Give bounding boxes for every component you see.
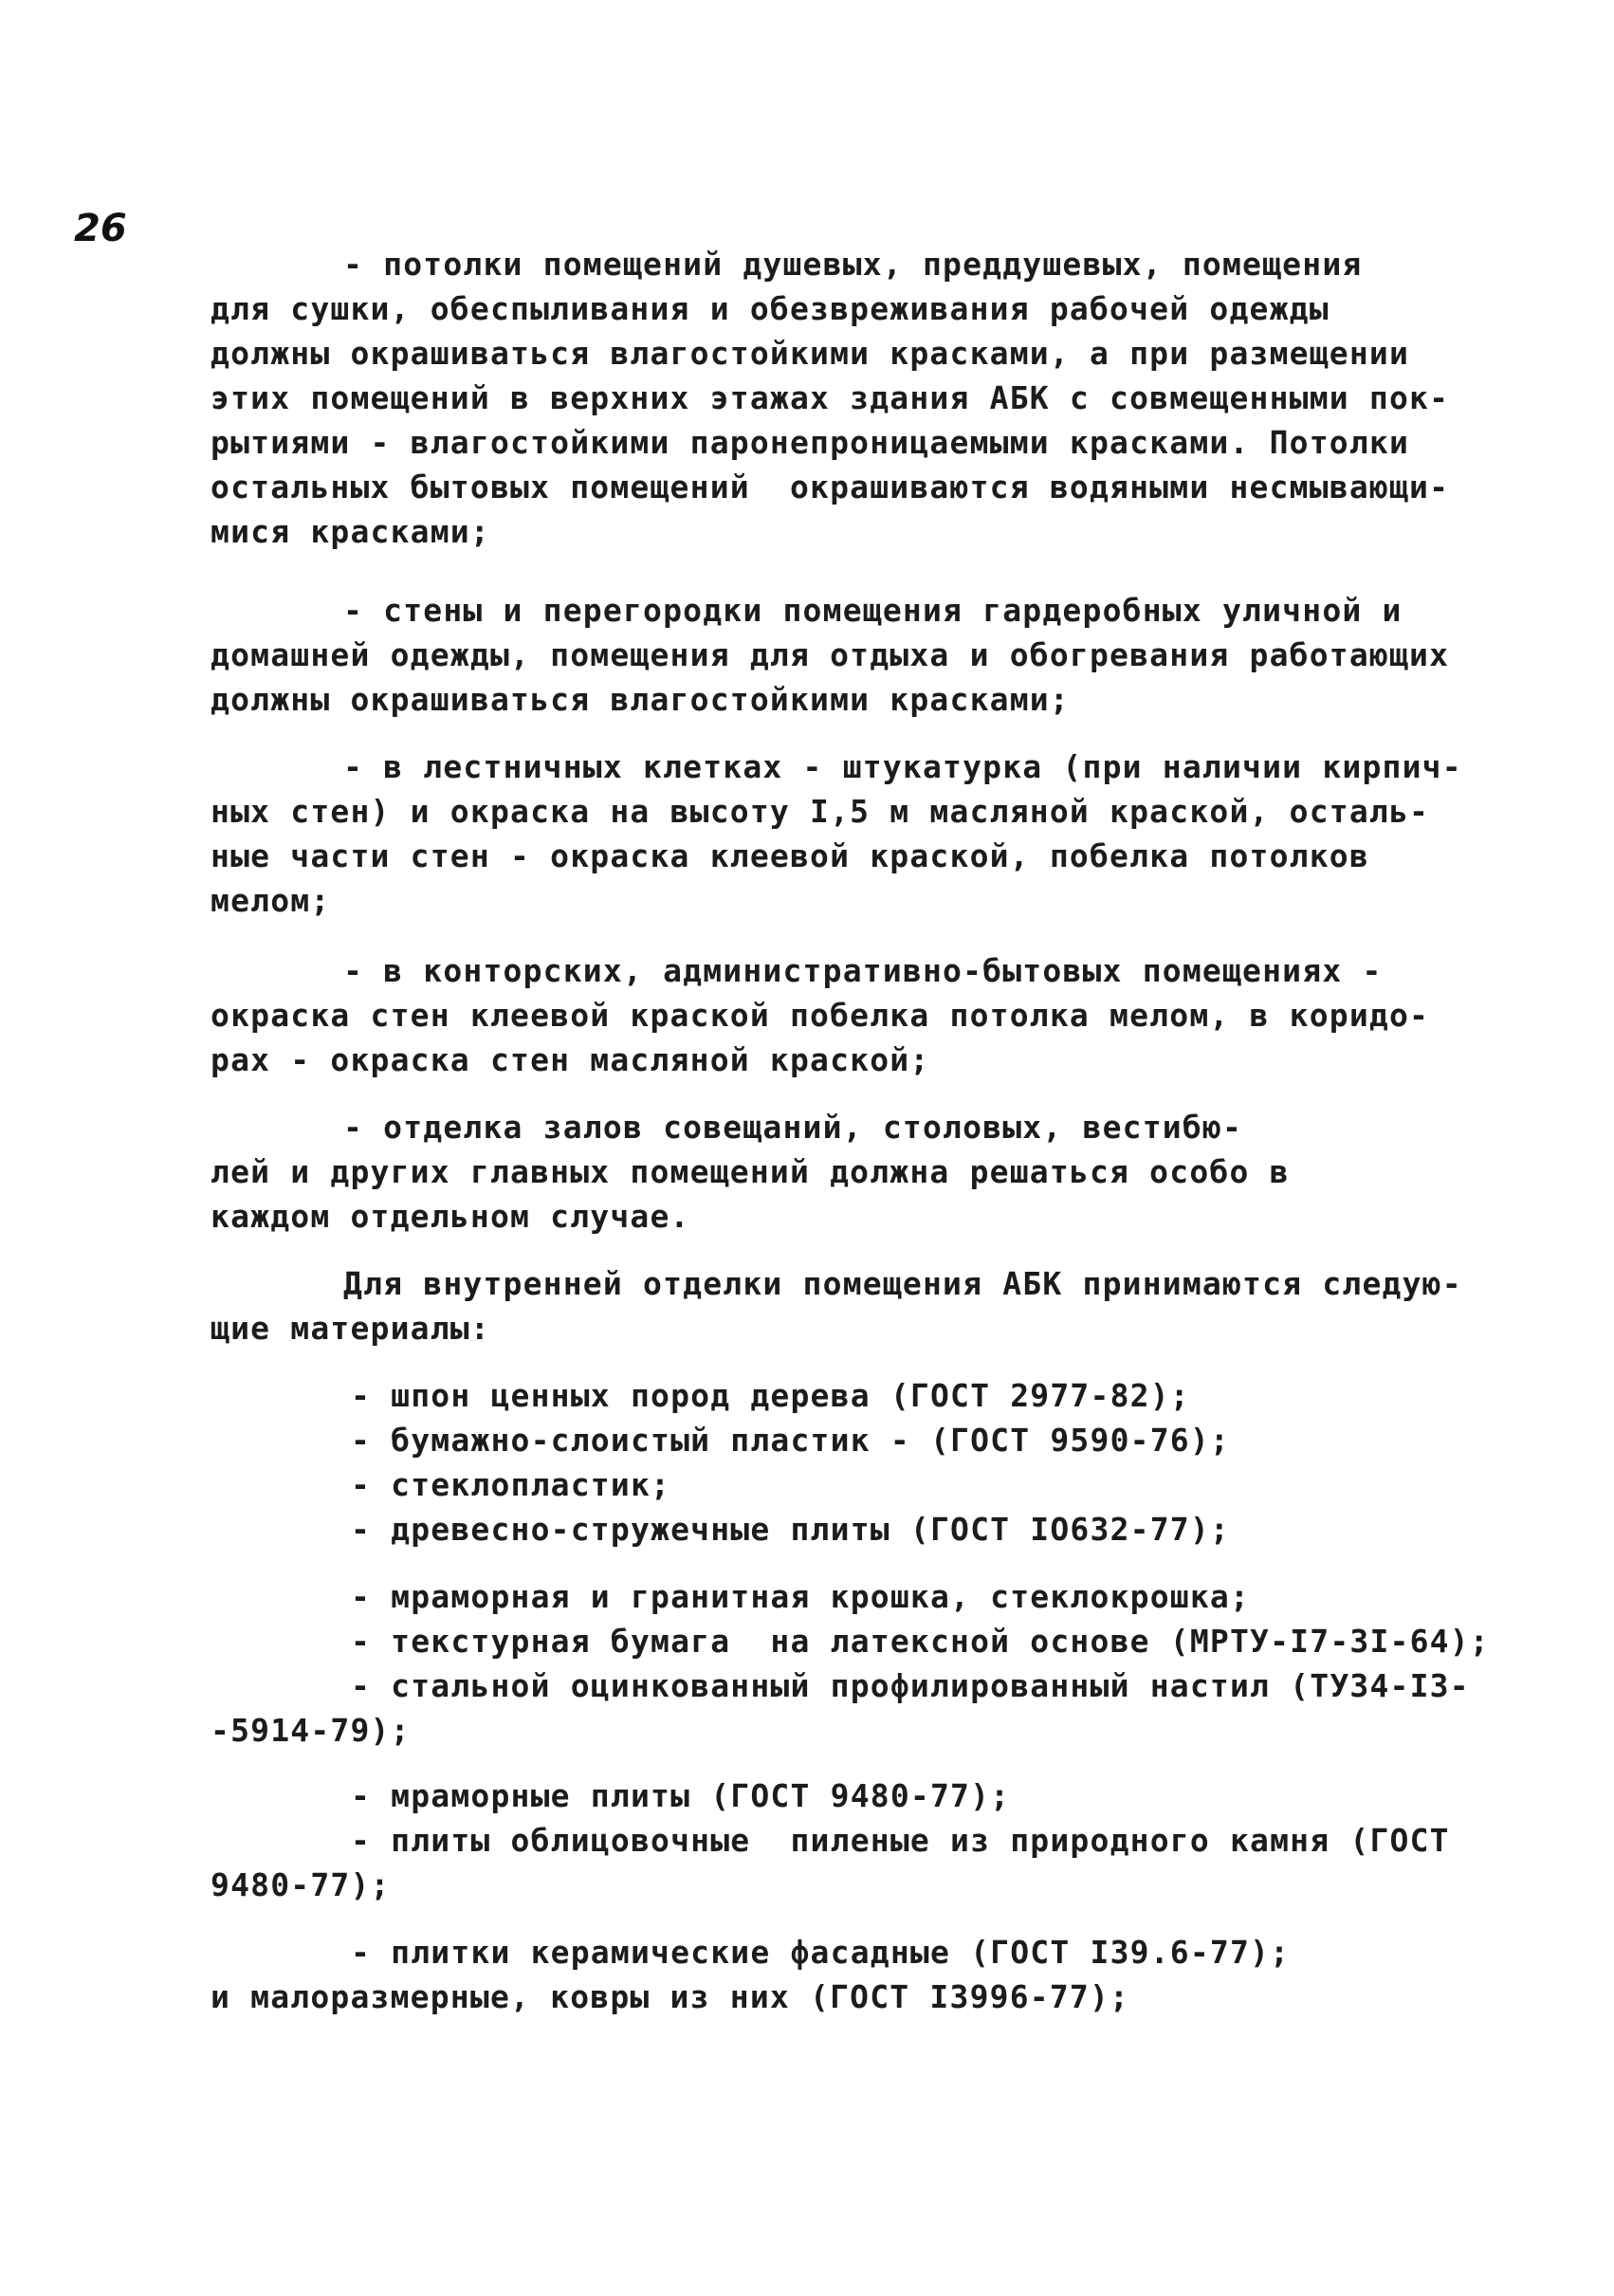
text-line: должны окрашиваться влагостойкими красками; bbox=[211, 681, 1070, 718]
paragraph-ceilings bbox=[211, 242, 1481, 554]
materials-list-2 bbox=[211, 1574, 1490, 1753]
text-line: мися красками; bbox=[211, 513, 490, 550]
list-item: - бумажно-слоистый пластик - (ГОСТ 9590-76); bbox=[351, 1422, 1230, 1459]
text-line: остальных бытовых помещений окрашиваются водяными несмывающи- bbox=[211, 468, 1450, 505]
text-line: мелом; bbox=[211, 882, 331, 919]
list-item: и малоразмерные, ковры из них (ГОСТ I3996-77); bbox=[211, 1978, 1130, 2015]
paragraph-stairwells bbox=[211, 744, 1481, 923]
text-line: этих помещений в верхних этажах здания АБК с совмещенными пок- bbox=[211, 379, 1450, 416]
text-line: - в конторских, административно-бытовых помещениях - bbox=[343, 952, 1383, 989]
paragraph-walls bbox=[211, 588, 1481, 722]
text-line: ных стен) и окраска на высоту I,5 м масляной краской, осталь- bbox=[211, 793, 1430, 830]
text-line: - в лестничных клетках - штукатурка (при наличии кирпич- bbox=[343, 748, 1462, 785]
list-item: -5914-79); bbox=[211, 1712, 411, 1749]
list-item: - мраморные плиты (ГОСТ 9480-77); bbox=[351, 1777, 1011, 1814]
text-line: щие материалы: bbox=[211, 1310, 490, 1347]
list-item: - шпон ценных пород дерева (ГОСТ 2977-82); bbox=[351, 1377, 1190, 1414]
page-number: 26 bbox=[74, 207, 127, 250]
text-line: рытиями - влагостойкими паронепроницаемыми красками. Потолки bbox=[211, 424, 1410, 461]
text-line: ные части стен - окраска клеевой краской, побелка потолков bbox=[211, 837, 1369, 874]
text-line: домашней одежды, помещения для отдыха и обогревания работающих bbox=[211, 636, 1450, 673]
text-line: должны окрашиваться влагостойкими красками, а при размещении bbox=[211, 335, 1410, 372]
list-item: - текстурная бумага на латексной основе (МРТУ-I7-3I-64); bbox=[351, 1623, 1490, 1660]
list-item: - древесно-стружечные плиты (ГОСТ IO632-77); bbox=[351, 1511, 1230, 1548]
paragraph-halls bbox=[211, 1105, 1481, 1239]
text-line: Для внутренней отделки помещения АБК принимаются следую- bbox=[343, 1265, 1462, 1302]
paragraph-materials-intro bbox=[211, 1261, 1481, 1350]
text-line: для сушки, обеспыливания и обезвреживания рабочей одежды bbox=[211, 290, 1330, 327]
materials-list-4 bbox=[211, 1930, 1481, 2019]
materials-list-3 bbox=[211, 1773, 1481, 1907]
text-line: - отделка залов совещаний, столовых, вестибю- bbox=[343, 1109, 1243, 1146]
paragraph-offices bbox=[211, 948, 1481, 1082]
list-item: - плитки керамические фасадные (ГОСТ I39.6-77); bbox=[351, 1934, 1291, 1971]
text-line: - стены и перегородки помещения гардеробных уличной и bbox=[343, 592, 1403, 629]
list-item: - плиты облицовочные пиленые из природного камня (ГОСТ bbox=[351, 1822, 1450, 1859]
text-line: - потолки помещений душевых, преддушевых, помещения bbox=[343, 246, 1363, 283]
text-line: окраска стен клеевой краской побелка потолка мелом, в коридо- bbox=[211, 997, 1430, 1034]
text-line: рах - окраска стен масляной краской; bbox=[211, 1041, 930, 1078]
list-item: 9480-77); bbox=[211, 1866, 391, 1903]
list-item: - стальной оцинкованный профилированный настил (ТУ34-I3- bbox=[351, 1667, 1470, 1704]
list-item: - стеклопластик; bbox=[351, 1466, 671, 1503]
list-item: - мраморная и гранитная крошка, стеклокрошка; bbox=[351, 1578, 1251, 1615]
text-line: каждом отдельном случае. bbox=[211, 1198, 690, 1235]
materials-list-1 bbox=[211, 1373, 1481, 1552]
text-line: лей и других главных помещений должна решаться особо в bbox=[211, 1153, 1290, 1190]
